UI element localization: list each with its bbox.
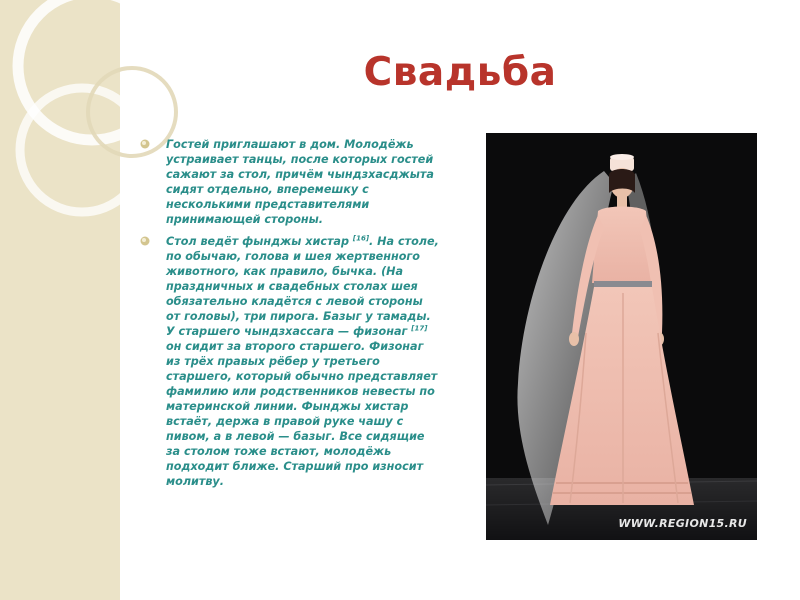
bullet-item: [140, 137, 440, 227]
bullet-text-part: он сидит за второго старшего. Физонаг из трёх правых рёбер у третьего старшего, который обычно представляет фамилию или родственников невесты по материнской линии. Фынджы хистар встаёт, держа в правой руке чашу с пивом, а в левой — базыг. Все сидящие за столом тоже встают, молодёжь подходит ближе. Старший про износит молитву.: [166, 340, 438, 488]
dancer-illustration: [486, 133, 757, 540]
bullet-item: [140, 234, 440, 489]
footnote-ref: [16]: [352, 234, 370, 243]
content-list: [140, 137, 440, 496]
bullet-text: [166, 234, 440, 489]
bullet-text-part: . На столе, по обычаю, голова и шея жертвенного животного, как правило, бычка. (На праздничных и свадебных столах шея обязательно кладётся с левой стороны от головы), три пирога. Базыг у тамады. У старшего чындзхассага — физонаг: [166, 235, 439, 338]
bullet-text-part: Стол ведёт фынджы хистар: [166, 235, 353, 248]
photo-watermark: WWW.REGION15.RU: [618, 517, 747, 530]
slide-title: Свадьба: [363, 50, 557, 95]
bullet-icon: [140, 139, 150, 149]
bullet-text: Гостей приглашают в дом. Молодёжь устраивает танцы, после которых гостей сажают за стол, причём чындзхасджыта сидят отдельно, вперемешку с несколькими представителями принимающей стороны.: [166, 138, 434, 226]
bullet-icon: [140, 236, 150, 246]
footnote-ref: [17]: [411, 324, 428, 333]
dancer-photo: [486, 133, 757, 540]
